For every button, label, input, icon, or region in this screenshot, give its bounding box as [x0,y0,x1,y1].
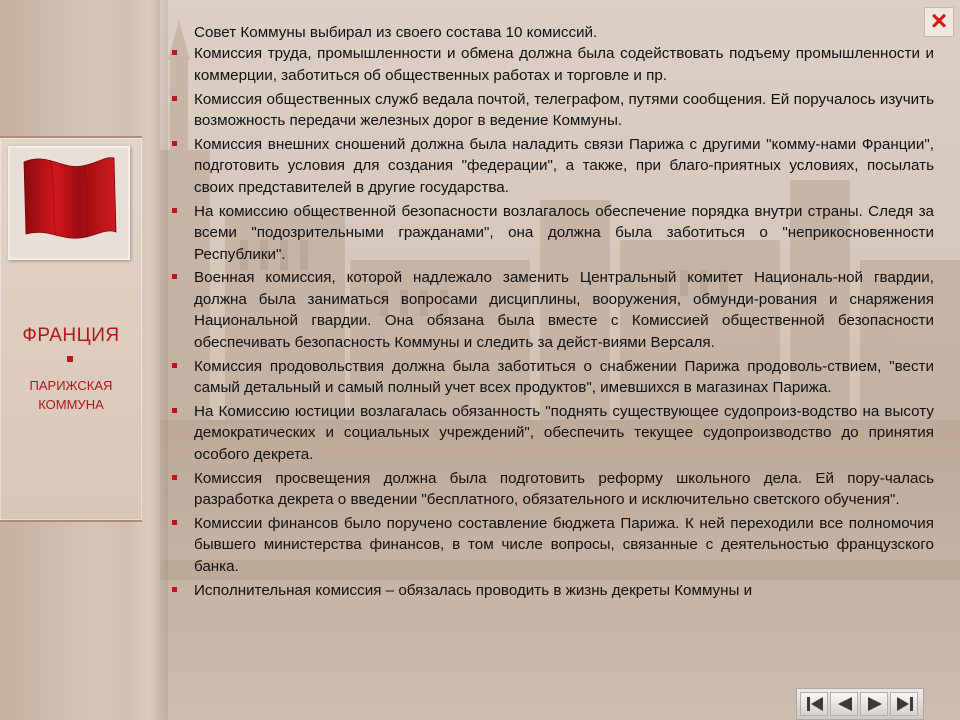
list-item-text: Комиссия общественных служб ведала почтой, телеграфом, путями сообщения. Ей поручалось изучить возможность передачи железных дорог в ведение Коммуны. [194,90,934,130]
flag-image [8,146,130,260]
bullet-icon [172,96,177,101]
section-title-text: ПАРИЖСКАЯ КОММУНА [29,378,113,412]
bullet-icon [172,520,177,525]
list-item-text: Комиссия просвещения должна была подготовить реформу школьного дела. Ей пору-чалась разработка декрета о введении "бесплатного, обязательного и исключительно светского обучения". [194,469,934,509]
first-slide-button[interactable] [800,692,828,716]
list-item [192,401,934,465]
bullet-icon [67,356,73,362]
commission-list [192,43,934,601]
last-icon [895,696,915,712]
list-item [192,134,934,198]
bullet-icon [172,50,177,55]
country-title: ФРАНЦИЯ [22,325,120,346]
bullet-icon [172,475,177,480]
list-item [192,468,934,511]
previous-slide-button[interactable] [830,692,858,716]
list-item [192,580,934,601]
list-item [192,267,934,353]
next-slide-button[interactable] [860,692,888,716]
list-item [192,513,934,577]
list-item-text: Комиссии финансов было поручено составление бюджета Парижа. К ней переходили все полномочия бывшего министерства финансов, в том числе вопросы, связанные с деятельностью французского банка. [194,514,934,575]
list-item [192,43,934,86]
list-item [192,356,934,399]
list-item-text: На Комиссию юстиции возлагалась обязанность "поднять существующее судопроиз-водство на высоту демократических и социальных учреждений", обеспечить текущее судопроизводство до принятия особого декрета. [194,402,934,463]
list-item-text: Военная комиссия, которой надлежало заменить Центральный комитет Националь-ной гвардии, должна была заниматься вопросами дисциплины, вооружения, обмунди-рования и снаряжения Национальной гвардии. Она обязана была вместе с Комиссией общественной безопасности обеспечивать безопасность Коммуны и следить за дейст-виями Версаля. [194,269,934,351]
bullet-icon [172,408,177,413]
list-item [192,89,934,132]
list-item [192,201,934,265]
next-icon [865,696,885,712]
bullet-icon [172,141,177,146]
flag-icon [10,148,124,254]
slide-navigation [796,688,924,720]
last-slide-button[interactable] [890,692,918,716]
list-item-text: Исполнительная комиссия – обязалась проводить в жизнь декреты Коммуны и [194,581,753,599]
main-content [192,22,934,604]
previous-icon [835,696,855,712]
section-title [0,376,142,414]
bullet-icon [172,363,177,368]
list-item-text: На комиссию общественной безопасности возлагалось обеспечение порядка внутри страны. Следя за всеми "подозрительными гражданами", она должна была заботиться о "неприкосновенности Республики". [194,202,934,263]
bullet-icon [172,208,177,213]
first-icon [805,696,825,712]
list-item-text: Комиссия внешних сношений должна была наладить связи Парижа с другими "комму-нами Франции", подготовить условия для создания "федерации", а также, при благо-приятных условиях, посылать своих представителей в другие государства. [194,136,934,196]
intro-text: Совет Коммуны выбирал из своего состава 10 комиссий. [194,24,598,41]
list-item-text: Комиссия труда, промышленности и обмена должна была содействовать подъему промышленности и коммерции, заботиться об общественных работах и торговле и пр. [194,45,934,84]
list-item-text: Комиссия продовольствия должна была заботиться о снабжении Парижа продоволь-ствием, "вести самый детальный и самый полный учет всех продуктов", имевшихся в магазинах Парижа. [194,357,934,396]
bullet-icon [172,274,177,279]
bullet-icon [172,587,177,592]
close-icon: × [930,5,948,36]
